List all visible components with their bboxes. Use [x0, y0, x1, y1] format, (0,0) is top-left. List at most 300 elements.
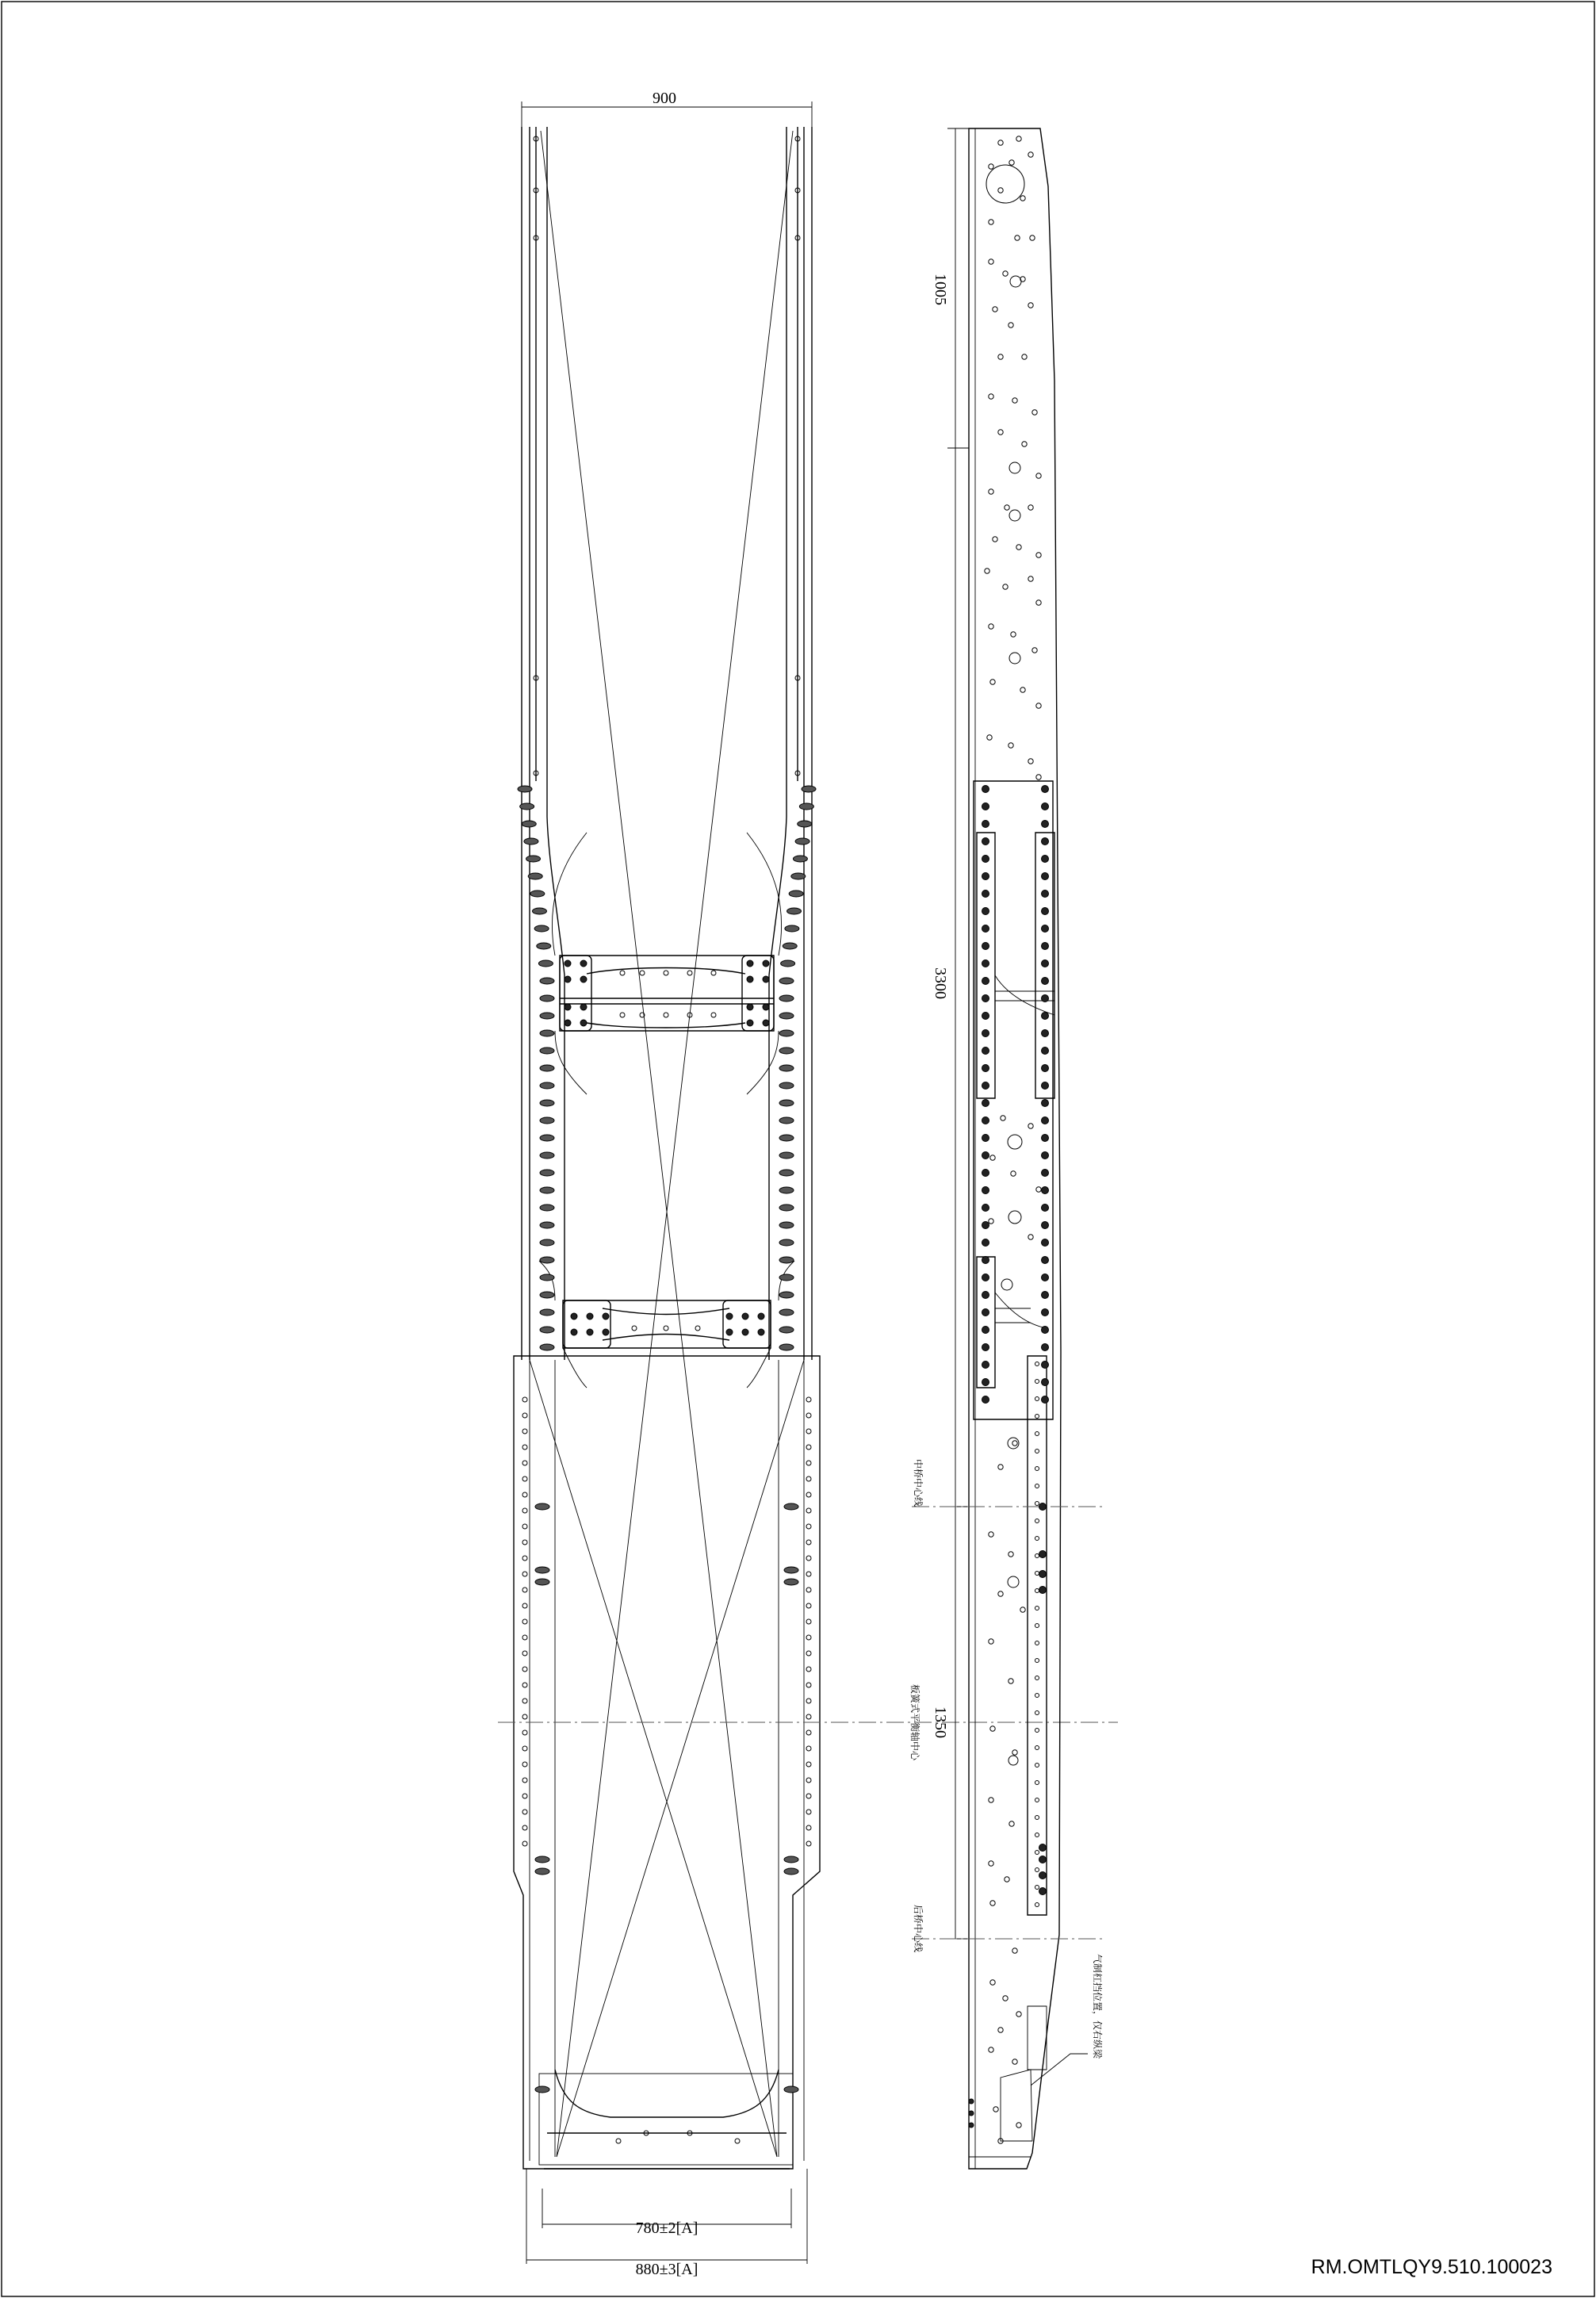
rear-strap-hole	[1035, 1432, 1039, 1436]
strap-bolt-rear	[1042, 856, 1049, 863]
left-rear-rail-hole	[522, 1540, 527, 1545]
strap-bolt-rear	[1042, 960, 1049, 967]
left-rear-rail-hole	[522, 1476, 527, 1481]
cross-member-bolt	[763, 976, 769, 982]
strap-bolt-rear	[1042, 1065, 1049, 1072]
cross-member-bolt	[763, 1020, 769, 1026]
side-member-hole	[1016, 136, 1021, 141]
strap-bolt-front	[982, 1065, 989, 1072]
strap-bolt-rear	[1042, 1152, 1049, 1159]
cross-member-bolt	[571, 1313, 577, 1319]
right-rear-bolt	[784, 1567, 798, 1573]
right-rail-bolt	[779, 1222, 794, 1228]
strap-bolt-front	[982, 1013, 989, 1020]
side-member-hole	[1036, 703, 1041, 708]
right-rail-bolt	[779, 1030, 794, 1036]
strap-bolt-rear	[1042, 1205, 1049, 1212]
side-member-hole	[989, 1532, 993, 1537]
rear-end-bolt	[969, 2123, 974, 2128]
right-rail-bolt	[779, 1327, 794, 1333]
side-large-hole	[1009, 462, 1020, 473]
side-member-hole	[1009, 160, 1014, 165]
side-member-hole	[998, 1591, 1003, 1596]
left-rail-bolt	[532, 908, 546, 914]
right-rail-bolt	[785, 925, 799, 932]
side-member-hole	[1016, 545, 1021, 550]
left-rear-rail-hole	[522, 1508, 527, 1513]
left-rear-bolt	[535, 1579, 549, 1585]
cross-member-hole	[735, 2139, 740, 2143]
cross-member-hole	[711, 971, 716, 975]
right-rail-bolt	[779, 1013, 794, 1019]
side-member-hole	[990, 1980, 995, 1985]
rear-strap-hole	[1035, 1589, 1039, 1593]
left-rail-bolt	[534, 925, 549, 932]
left-rear-rail-hole	[522, 1841, 527, 1846]
left-rail-bolt	[530, 890, 545, 897]
side-member-hole	[1030, 236, 1035, 240]
rear-strap-hole	[1035, 1572, 1039, 1576]
side-member-hole	[1028, 1124, 1033, 1128]
right-rear-rail-hole	[806, 1699, 811, 1703]
side-member-hole	[990, 1901, 995, 1905]
right-rail-bolt	[779, 1274, 794, 1281]
label-rear-axle: 后桥中心线	[913, 1904, 924, 1953]
left-rail-bolt	[540, 1309, 554, 1316]
rear-end-bolt	[969, 2099, 974, 2104]
side-member-hole	[993, 307, 997, 312]
side-member-hole	[1022, 354, 1027, 359]
left-rear-rail-hole	[522, 1397, 527, 1402]
side-member-hole	[989, 1639, 993, 1644]
strap-bolt-rear	[1042, 1362, 1049, 1369]
left-rail-bolt	[540, 978, 554, 984]
side-member-hole	[989, 1861, 993, 1866]
dim-rear: 1350	[932, 1706, 949, 1738]
left-rear-rail-hole	[522, 1429, 527, 1434]
diagonal-brace-lines	[530, 131, 804, 2157]
side-member-hole	[1016, 2123, 1021, 2128]
strap-bolt-rear	[1042, 1048, 1049, 1055]
rear-strap-hole	[1035, 1729, 1039, 1733]
right-rail-bolt	[779, 1257, 794, 1263]
right-rail-bolt	[779, 1239, 794, 1246]
left-rear-rail-hole	[522, 1810, 527, 1814]
label-balance-axis: 板簧式平衡轴中心	[909, 1683, 920, 1761]
strap-bolt-front	[982, 1170, 989, 1177]
cross-member-bolt	[742, 1329, 748, 1335]
left-rear-rail-hole	[522, 1762, 527, 1767]
strap-bolt-front	[982, 1344, 989, 1351]
rear-strap-hole	[1035, 1397, 1039, 1401]
left-rail-bolt	[540, 1135, 554, 1141]
side-member-hole	[1015, 236, 1020, 240]
cross-member-hole	[616, 2139, 621, 2143]
right-rail-bolt	[791, 873, 806, 879]
left-rear-rail-hole	[522, 1413, 527, 1418]
rear-strap-hole	[1035, 1798, 1039, 1802]
left-rail-bolt	[538, 960, 553, 967]
left-rear-bolt	[535, 1856, 549, 1863]
side-member-hole	[1028, 505, 1033, 510]
right-rail-bolt	[779, 1082, 794, 1089]
cross-member-hole	[664, 971, 668, 975]
cross-member-hole	[640, 971, 645, 975]
side-member-hole	[1009, 1679, 1013, 1683]
cross-member-bolt	[565, 960, 571, 967]
left-rail-bolt	[540, 1222, 554, 1228]
rear-strap-hole	[1035, 1851, 1039, 1855]
rear-strap-hole	[1035, 1868, 1039, 1872]
strap-bolt-rear	[1042, 1379, 1049, 1386]
rear-end-bolt	[969, 2111, 974, 2116]
side-view	[912, 128, 1102, 2169]
right-rear-rail-hole	[806, 1825, 811, 1830]
dim-outer-bottom: 880±3[A]	[635, 2261, 698, 2278]
plan-view-holes	[518, 136, 816, 2143]
left-rear-rail-hole	[522, 1683, 527, 1687]
strap-bolt-front	[982, 1135, 989, 1142]
rear-strap-hole	[1035, 1607, 1039, 1611]
cross-member-hole	[664, 1013, 668, 1017]
strap-bolt-front	[982, 803, 989, 810]
right-rear-rail-hole	[806, 1492, 811, 1497]
side-member-hole	[1022, 442, 1027, 446]
left-rail-bolt	[540, 1013, 554, 1019]
strap-bolt-front	[982, 873, 989, 880]
strap-bolt-rear	[1042, 1309, 1049, 1316]
side-member-hole	[1012, 1948, 1017, 1953]
right-rear-rail-hole	[806, 1714, 811, 1719]
left-rear-bolt	[535, 1503, 549, 1510]
strap-bolt-front	[982, 821, 989, 828]
right-rail-bolt	[779, 1309, 794, 1316]
strap-bolt-rear	[1042, 803, 1049, 810]
strap-bolt-front	[982, 838, 989, 845]
cross-member-bolt	[580, 1004, 587, 1010]
right-rear-rail-hole	[806, 1397, 811, 1402]
side-member-hole	[1011, 1171, 1016, 1176]
side-member-hole	[989, 220, 993, 224]
side-member-hole	[1016, 2012, 1021, 2016]
rear-strap-hole	[1035, 1537, 1039, 1541]
note-bracket	[1028, 2006, 1088, 2085]
right-rear-rail-hole	[806, 1667, 811, 1672]
strap-bolt-front	[982, 960, 989, 967]
rear-axle-bolt	[1039, 1587, 1047, 1594]
cross-member-rear	[544, 2070, 790, 2169]
cross-member-bolt	[580, 960, 587, 967]
cross-member-bolt	[587, 1313, 593, 1319]
strap-bolt-rear	[1042, 1030, 1049, 1037]
cross-member-hole	[687, 971, 692, 975]
side-member-hole	[1020, 687, 1025, 692]
strap-bolt-rear	[1042, 1239, 1049, 1247]
strap-bolt-rear	[1042, 1257, 1049, 1264]
side-member-hole	[1005, 1877, 1009, 1882]
right-rail-bolt	[779, 1100, 794, 1106]
rear-strap-hole	[1035, 1484, 1039, 1488]
cross-member-bolt	[726, 1329, 733, 1335]
left-rail-bolt	[540, 1152, 554, 1159]
side-member-hole	[1012, 398, 1017, 403]
dim-middle: 3300	[932, 967, 949, 999]
drawing-number: RM.OMTLQY9.510.100023	[1311, 2256, 1552, 2278]
left-rear-rail-hole	[522, 1572, 527, 1576]
side-member-hole	[989, 259, 993, 264]
cross-member-middle	[563, 1300, 771, 1348]
side-large-hole	[1009, 653, 1020, 664]
left-rail-bolt	[518, 786, 532, 792]
rear-axle-bolt	[1039, 1571, 1047, 1578]
left-rear-rail-hole	[522, 1492, 527, 1497]
strap-bolt-rear	[1042, 1117, 1049, 1124]
strap-bolt-front	[982, 1152, 989, 1159]
label-note: 气制杠挡位置，仅右纵梁	[1092, 1953, 1103, 2059]
cross-member-bolt	[726, 1313, 733, 1319]
left-rear-bolt	[535, 1868, 549, 1875]
rear-strap-hole	[1035, 1641, 1039, 1645]
cross-member-hole	[711, 1013, 716, 1017]
left-rail-bolt	[540, 1100, 554, 1106]
side-large-hole	[986, 165, 1024, 203]
strap-bolt-front	[982, 908, 989, 915]
plan-view	[498, 101, 1118, 2264]
right-rear-rail-hole	[806, 1445, 811, 1450]
rear-strap-hole	[1035, 1694, 1039, 1698]
left-rail-bolt	[520, 803, 534, 810]
cross-member-bolt	[565, 1020, 571, 1026]
side-member-hole	[989, 394, 993, 399]
rear-strap-hole	[1035, 1450, 1039, 1453]
cross-member-bolt	[763, 1004, 769, 1010]
cross-member-bolt	[747, 1020, 753, 1026]
side-member-hole	[1036, 553, 1041, 557]
cross-member-bolt	[580, 1020, 587, 1026]
left-rail-bolt	[540, 1065, 554, 1071]
left-rail-bolt	[540, 1082, 554, 1089]
rear-axle-bolt	[1039, 1844, 1047, 1852]
rear-axle-bolt	[1039, 1551, 1047, 1558]
right-rear-rail-hole	[806, 1619, 811, 1624]
right-rear-rail-hole	[806, 1524, 811, 1529]
side-member-hole	[1028, 759, 1033, 764]
strap-bolt-rear	[1042, 925, 1049, 933]
left-rail-bolt	[526, 856, 541, 862]
rear-strap-hole	[1035, 1833, 1039, 1837]
left-rail-bolt	[540, 1048, 554, 1054]
right-rail-bolt	[789, 890, 803, 897]
side-large-hole	[1009, 1211, 1021, 1224]
cross-member-bolt	[747, 1004, 753, 1010]
left-rail-bolt	[522, 821, 536, 827]
left-rear-rail-hole	[522, 1556, 527, 1561]
side-member-hole	[1036, 1187, 1041, 1192]
strap-bolt-rear	[1042, 1187, 1049, 1194]
strap-bolt-front	[982, 1082, 989, 1090]
left-rail-bolt	[540, 1187, 554, 1193]
rear-strap-hole	[1035, 1624, 1039, 1628]
dim-width-top: 900	[653, 90, 676, 107]
left-rail-bolt	[537, 943, 551, 949]
label-mid-axle: 中桥中心线	[913, 1458, 924, 1507]
left-rail-bolt	[540, 1170, 554, 1176]
left-rail-bolt	[540, 1030, 554, 1036]
rear-strap-hole	[1035, 1886, 1039, 1890]
strap-bolt-front	[982, 1205, 989, 1212]
left-rear-rail-hole	[522, 1714, 527, 1719]
right-rear-rail-hole	[806, 1746, 811, 1751]
strap-bolt-front	[982, 1222, 989, 1229]
right-rail-bolt	[779, 1344, 794, 1350]
rear-strap-hole	[1035, 1467, 1039, 1471]
side-member-hole	[998, 2028, 1003, 2032]
strap-bolt-rear	[1042, 1135, 1049, 1142]
left-rear-rail-hole	[522, 1445, 527, 1450]
right-rail-bolt	[802, 786, 816, 792]
cross-member-bolt	[603, 1313, 609, 1319]
right-rail-bolt	[779, 1135, 794, 1141]
cross-member-bolt	[587, 1329, 593, 1335]
side-member-hole	[1001, 1116, 1005, 1120]
strap-bolt-front	[982, 1274, 989, 1281]
strap-bolt-rear	[1042, 1100, 1049, 1107]
cross-member-bolt	[758, 1329, 764, 1335]
right-rear-rail-hole	[806, 1762, 811, 1767]
right-rail-bolt	[783, 943, 797, 949]
rear-strap-hole	[1035, 1781, 1039, 1785]
left-rail-bolt	[540, 1274, 554, 1281]
strap-bolt-front	[982, 786, 989, 793]
left-rail-bolt	[540, 1257, 554, 1263]
strap-bolt-rear	[1042, 1327, 1049, 1334]
right-rear-rail-hole	[806, 1778, 811, 1783]
side-member-hole	[1036, 473, 1041, 478]
side-member-hole	[989, 1219, 993, 1224]
side-member-hole	[985, 569, 989, 573]
side-member-hole	[993, 2107, 998, 2112]
left-rear-rail-hole	[522, 1667, 527, 1672]
cross-member-bolt	[747, 960, 753, 967]
cross-member-bolt	[565, 976, 571, 982]
side-member-hole	[989, 164, 993, 169]
side-member-hole	[1009, 743, 1013, 748]
strap-bolt-front	[982, 856, 989, 863]
cross-member-hole	[695, 1326, 700, 1331]
side-member-hole	[998, 140, 1003, 145]
right-rear-rail-hole	[806, 1794, 811, 1798]
side-member-hole	[1012, 1750, 1017, 1755]
right-rear-bolt	[784, 1868, 798, 1875]
right-rear-rail-hole	[806, 1413, 811, 1418]
strap-bolt-front	[982, 890, 989, 898]
rear-strap-hole	[1035, 1362, 1039, 1366]
strap-bolt-rear	[1042, 1170, 1049, 1177]
side-member-hole	[1028, 152, 1033, 157]
strap-bolt-rear	[1042, 908, 1049, 915]
side-member-hole	[1032, 410, 1037, 415]
rear-strap-hole	[1035, 1816, 1039, 1820]
side-member-hole	[1036, 600, 1041, 605]
right-rail-bolt	[779, 1292, 794, 1298]
cross-member-bolt	[571, 1329, 577, 1335]
left-rear-rail-hole	[522, 1651, 527, 1656]
strap-bolt-front	[982, 978, 989, 985]
rear-strap-hole	[1035, 1746, 1039, 1750]
left-rear-bolt	[535, 1567, 549, 1573]
left-rail-bolt	[540, 1239, 554, 1246]
side-member-hole	[998, 354, 1003, 359]
right-rear-rail-hole	[806, 1508, 811, 1513]
strap-bolt-front	[982, 1292, 989, 1299]
right-rail-bolt	[779, 1117, 794, 1124]
side-member-hole	[1003, 584, 1008, 589]
side-member-hole	[990, 1726, 995, 1731]
left-rail-bolt	[540, 1292, 554, 1298]
left-rear-rail-hole	[522, 1699, 527, 1703]
right-rear-rail-hole	[806, 1730, 811, 1735]
strap-bolt-rear	[1042, 890, 1049, 898]
side-member-hole	[989, 489, 993, 494]
left-rear-rail-hole	[522, 1746, 527, 1751]
side-view-holes	[969, 136, 1049, 2143]
left-rear-rail-hole	[522, 1778, 527, 1783]
strap-bolt-front	[982, 1396, 989, 1404]
cross-member-bolt	[763, 960, 769, 967]
side-large-hole	[1008, 1135, 1022, 1149]
right-rear-rail-hole	[806, 1429, 811, 1434]
strap-bolt-rear	[1042, 995, 1049, 1002]
strap-bolt-rear	[1042, 978, 1049, 985]
left-rail-bolt	[540, 1344, 554, 1350]
side-large-hole	[1009, 510, 1020, 521]
left-rear-rail-hole	[522, 1603, 527, 1608]
left-rail-bolt	[540, 1327, 554, 1333]
right-rear-rail-hole	[806, 1476, 811, 1481]
dim-inner-bottom: 780±2[A]	[635, 2219, 698, 2237]
rear-strap-hole	[1035, 1764, 1039, 1768]
right-rear-rail-hole	[806, 1556, 811, 1561]
right-rail-bolt	[793, 856, 807, 862]
side-member-hole	[1028, 1235, 1033, 1239]
right-rail-bolt	[798, 821, 812, 827]
left-rail-bolt	[528, 873, 542, 879]
cross-member-bolt	[603, 1329, 609, 1335]
side-member-hole	[1036, 775, 1041, 779]
left-rail-bolt	[540, 1205, 554, 1211]
cross-member-hole	[620, 1013, 625, 1017]
strap-bolt-front	[982, 1048, 989, 1055]
right-rear-bolt	[784, 2086, 798, 2093]
side-member-hole	[989, 2047, 993, 2052]
right-rear-rail-hole	[806, 1635, 811, 1640]
strap-bolt-rear	[1042, 786, 1049, 793]
right-rear-rail-hole	[806, 1603, 811, 1608]
side-member-hole	[989, 624, 993, 629]
rear-strap-hole	[1035, 1415, 1039, 1419]
cross-member-hole	[620, 971, 625, 975]
side-member-hole	[1009, 1821, 1014, 1826]
cross-member-bolt	[565, 1004, 571, 1010]
side-large-hole	[1001, 1279, 1012, 1290]
right-rail-bolt	[781, 960, 795, 967]
strap-bolt-front	[982, 925, 989, 933]
side-member-hole	[1028, 303, 1033, 308]
rear-strap-hole	[1035, 1554, 1039, 1558]
side-member-hole	[1003, 1996, 1008, 2001]
side-member-hole	[1005, 505, 1009, 510]
strap-bolt-front	[982, 1030, 989, 1037]
